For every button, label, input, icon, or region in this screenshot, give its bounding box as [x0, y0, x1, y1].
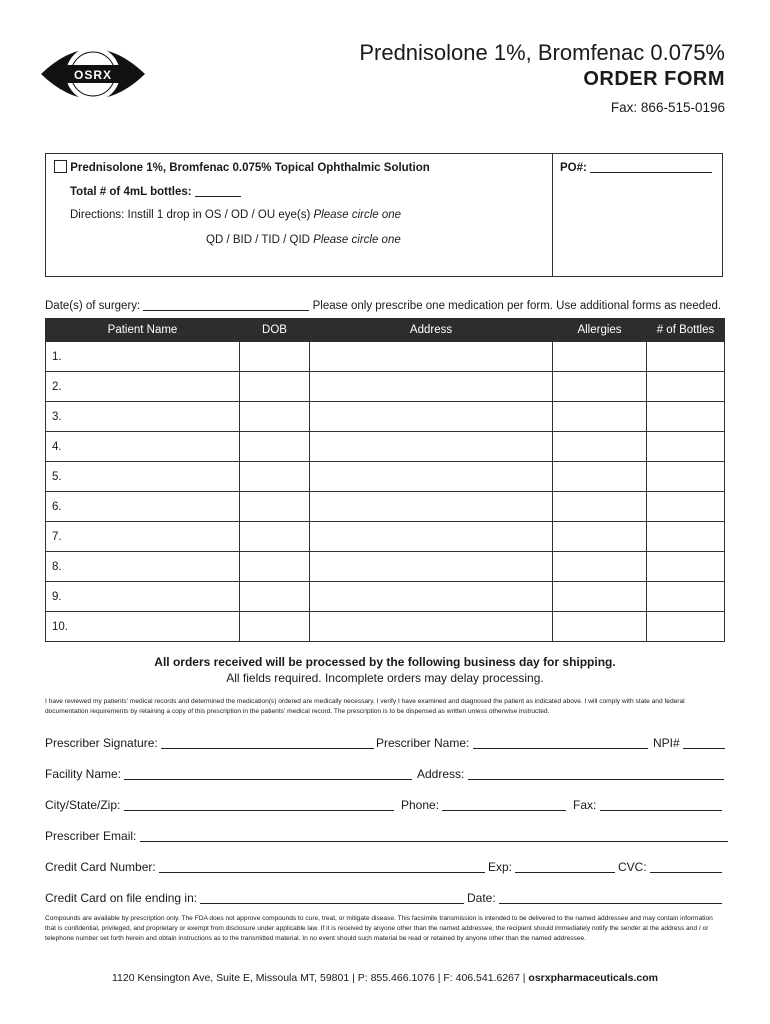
footer [0, 972, 770, 984]
po-field [560, 160, 712, 174]
address-cell[interactable] [310, 372, 553, 402]
product-box [45, 153, 723, 277]
table-row [46, 462, 725, 492]
header-fax: Fax: 866-515-0196 [610, 100, 725, 115]
row-number: 3. [52, 410, 62, 423]
row-number: 7. [52, 530, 62, 543]
patient-name-cell[interactable] [46, 552, 240, 582]
po-input[interactable] [590, 160, 712, 173]
form-subtitle: ORDER FORM [583, 68, 725, 90]
row-number: 5. [52, 470, 62, 483]
cvc-input[interactable] [650, 860, 722, 873]
address-cell[interactable] [310, 612, 553, 642]
fax-label: Fax: [573, 798, 597, 812]
date-field [467, 891, 722, 905]
row-number: 1. [52, 350, 62, 363]
bottles-cell[interactable] [647, 552, 725, 582]
prescriber-signature-field [45, 736, 374, 750]
address-input[interactable] [468, 767, 724, 780]
row-number: 2. [52, 380, 62, 393]
npi-input[interactable] [683, 736, 725, 749]
header-bottles: # of Bottles [647, 319, 725, 342]
table-row [46, 432, 725, 462]
exp-field [488, 860, 615, 874]
dob-cell[interactable] [240, 492, 310, 522]
dob-cell[interactable] [240, 612, 310, 642]
dob-cell[interactable] [240, 552, 310, 582]
facility-name-field [45, 767, 412, 781]
credit-card-on-file-label: Credit Card on file ending in: [45, 891, 198, 905]
directions-note: Please circle one [313, 209, 402, 221]
fields-required-notice: All fields required. Incomplete orders may delay processing. [226, 671, 544, 685]
fax-field [573, 798, 722, 812]
address-cell[interactable] [310, 492, 553, 522]
row-number: 9. [52, 590, 62, 603]
address-label: Address: [417, 767, 465, 781]
address-cell[interactable] [310, 522, 553, 552]
patient-name-cell[interactable] [46, 402, 240, 432]
date-label: Date: [467, 891, 496, 905]
prescriber-email-label: Prescriber Email: [45, 829, 137, 843]
address-cell[interactable] [310, 462, 553, 492]
city-state-zip-field [45, 798, 394, 812]
address-cell[interactable] [310, 402, 553, 432]
phone-input[interactable] [442, 798, 566, 811]
table-row [46, 402, 725, 432]
row-number: 4. [52, 440, 62, 453]
allergies-cell[interactable] [553, 372, 647, 402]
credit-card-number-label: Credit Card Number: [45, 860, 156, 874]
bottles-cell[interactable] [647, 342, 725, 372]
surgery-date-input[interactable] [143, 298, 309, 311]
prescriber-email-field [45, 829, 728, 843]
allergies-cell[interactable] [553, 612, 647, 642]
address-cell[interactable] [310, 432, 553, 462]
credit-card-on-file-field [45, 891, 464, 905]
prescriber-signature-label: Prescriber Signature: [45, 736, 158, 750]
patient-name-cell[interactable] [46, 582, 240, 612]
prescriber-name-field [376, 736, 648, 750]
product-row [54, 160, 430, 174]
po-label: PO#: [560, 162, 587, 174]
header-patient-name: Patient Name [46, 319, 240, 342]
bottles-cell[interactable] [647, 612, 725, 642]
row-number: 10. [52, 620, 68, 633]
allergies-cell[interactable] [553, 552, 647, 582]
patient-name-cell[interactable] [46, 492, 240, 522]
osrx-logo [38, 38, 148, 110]
bottles-cell[interactable] [647, 492, 725, 522]
frequency-label: QD / BID / TID / QID [206, 234, 310, 246]
prescriber-name-label: Prescriber Name: [376, 736, 470, 750]
table-row [46, 582, 725, 612]
prescriber-email-input[interactable] [140, 829, 728, 842]
dob-cell[interactable] [240, 402, 310, 432]
bottles-cell[interactable] [647, 402, 725, 432]
product-name: Prednisolone 1%, Bromfenac 0.075% Topical Ophthalmic Solution [70, 162, 430, 174]
surgery-label: Date(s) of surgery: [45, 300, 141, 312]
table-row [46, 612, 725, 642]
table-row [46, 342, 725, 372]
dob-cell[interactable] [240, 582, 310, 612]
npi-label: NPI# [653, 736, 680, 750]
dob-cell[interactable] [240, 522, 310, 552]
patient-table [45, 318, 725, 642]
table-header-row [46, 319, 725, 342]
frequency-note: Please circle one [313, 234, 401, 246]
table-row [46, 372, 725, 402]
product-checkbox[interactable] [54, 160, 67, 173]
svg-text:OSRX: OSRX [73, 68, 113, 82]
surgery-row [45, 298, 721, 312]
table-row [46, 522, 725, 552]
total-bottles-input[interactable] [195, 184, 241, 197]
city-state-zip-input[interactable] [124, 798, 394, 811]
disclaimer-text: Compounds are available by prescription only. The FDA does not approve compounds to cure, treat, or mitigate disease. This facsimile transmission is intended to be delivered to the named addressee and may contain information that is confidential, privileged, and proprietary or exempt from disclosure under applicable law. If it is received by anyone other than the named addressee, the recipient should immediately notify the sender at the address and / or telephone number set forth herein and obtain instructions as to the transmitted material. In no event should such material be read or retained by anyone other than the named addressee. [45, 915, 713, 942]
dob-cell[interactable] [240, 462, 310, 492]
footer-contact: 1120 Kensington Ave, Suite E, Missoula MT, 59801 | P: 855.466.1076 | F: 406.541.6267 | [112, 972, 526, 984]
dob-cell[interactable] [240, 342, 310, 372]
surgery-note: Please only prescribe one medication per form. Use additional forms as needed. [312, 300, 722, 312]
row-number: 8. [52, 560, 62, 573]
npi-field [653, 736, 725, 750]
footer-website[interactable]: osrxpharmaceuticals.com [528, 972, 658, 984]
bottles-cell[interactable] [647, 522, 725, 552]
bottles-cell[interactable] [647, 582, 725, 612]
allergies-cell[interactable] [553, 462, 647, 492]
allergies-cell[interactable] [553, 582, 647, 612]
bottles-cell[interactable] [647, 372, 725, 402]
cvc-label: CVC: [618, 860, 647, 874]
bottles-cell[interactable] [647, 462, 725, 492]
form-title: Prednisolone 1%, Bromfenac 0.075% [359, 40, 725, 65]
attestation-text: I have reviewed my patients' medical records and determined the medication(s) ordered are medically necessary. I verify I have examined and diagnosed the patient as indicated above. I will comply with state and federal documentation requirements by retaining a copy of this prescription in the patients' medical record. The prescription is to be dispensed as written unless otherwise instructed. [45, 698, 685, 715]
patient-name-cell[interactable] [46, 462, 240, 492]
fax-input[interactable] [600, 798, 722, 811]
header-dob: DOB [240, 319, 310, 342]
patient-name-cell[interactable] [46, 342, 240, 372]
allergies-cell[interactable] [553, 492, 647, 522]
directions-row [70, 209, 401, 221]
table-row [46, 492, 725, 522]
allergies-cell[interactable] [553, 432, 647, 462]
prescriber-signature-input[interactable] [161, 736, 374, 749]
exp-label: Exp: [488, 860, 513, 874]
patient-name-cell[interactable] [46, 612, 240, 642]
address-cell[interactable] [310, 342, 553, 372]
facility-name-input[interactable] [124, 767, 412, 780]
city-state-zip-label: City/State/Zip: [45, 798, 121, 812]
dob-cell[interactable] [240, 432, 310, 462]
patient-name-cell[interactable] [46, 522, 240, 552]
allergies-cell[interactable] [553, 402, 647, 432]
cvc-field [618, 860, 722, 874]
row-number: 6. [52, 500, 62, 513]
header-allergies: Allergies [553, 319, 647, 342]
patient-name-cell[interactable] [46, 432, 240, 462]
credit-card-number-input[interactable] [159, 860, 485, 873]
bottles-cell[interactable] [647, 432, 725, 462]
directions-label: Directions: Instill 1 drop in OS / OD / OU eye(s) [70, 209, 311, 221]
dob-cell[interactable] [240, 372, 310, 402]
credit-card-number-field [45, 860, 485, 874]
phone-label: Phone: [401, 798, 440, 812]
allergies-cell[interactable] [553, 342, 647, 372]
patient-name-cell[interactable] [46, 372, 240, 402]
address-cell[interactable] [310, 552, 553, 582]
credit-card-on-file-input[interactable] [200, 891, 464, 904]
date-input[interactable] [499, 891, 722, 904]
exp-input[interactable] [515, 860, 615, 873]
address-cell[interactable] [310, 582, 553, 612]
table-row [46, 552, 725, 582]
phone-field [401, 798, 566, 812]
frequency-row [206, 234, 401, 246]
total-bottles-field [70, 184, 241, 198]
address-field [417, 767, 724, 781]
header-address: Address [310, 319, 553, 342]
facility-name-label: Facility Name: [45, 767, 122, 781]
total-bottles-label: Total # of 4mL bottles: [70, 186, 192, 198]
prescriber-name-input[interactable] [473, 736, 648, 749]
allergies-cell[interactable] [553, 522, 647, 552]
processing-notice: All orders received will be processed by the following business day for shipping. [154, 655, 616, 669]
